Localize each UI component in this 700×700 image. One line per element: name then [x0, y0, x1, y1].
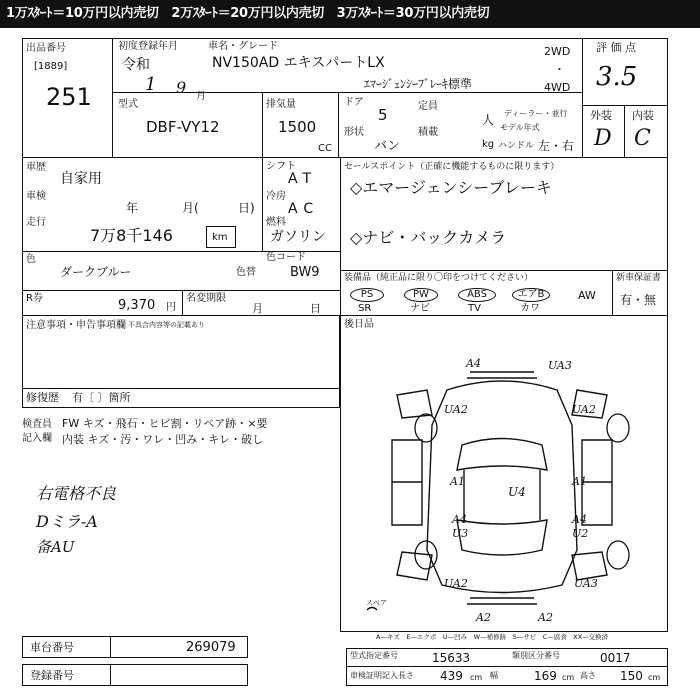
width-unit: cm: [562, 673, 575, 682]
registration-label: 初度登録年月: [118, 41, 178, 52]
handwritten-note-2: Dミラ-A: [36, 512, 98, 531]
color-code-label: 色コード: [266, 252, 306, 263]
model-grade: ｴﾏｰｼﾞｪﾝｼｰﾌﾞﾚｰｷ標準: [364, 77, 473, 91]
inspector-entry-label: 記入欄: [22, 433, 52, 444]
exhibit-label: 出品番号: [26, 43, 66, 54]
equip-leather: カワ: [520, 303, 540, 314]
interior-label: 内装: [632, 109, 654, 122]
ac-label: 冷房: [266, 191, 286, 202]
class-value: 0017: [600, 651, 631, 665]
reg-number-label: 登録番号: [30, 669, 74, 682]
mileage-unit: km: [212, 232, 228, 243]
equip-pw: PW: [404, 288, 438, 302]
width-value: 169: [534, 669, 557, 683]
equip-abs: ABS: [458, 288, 496, 302]
class-label: 類別区分番号: [512, 651, 560, 660]
length-value: 439: [440, 669, 463, 683]
sales-point-1: ◇エマージェンシーブレーキ: [350, 178, 552, 197]
shape-value: バン: [374, 139, 401, 154]
damage-mark-a4-right: A4: [572, 513, 587, 526]
recycle-unit: 円: [166, 302, 176, 313]
inspector-interior: 内装 キズ・汚・ワレ・凹み・キレ・破し: [62, 433, 264, 446]
handle-label: ハンドル: [498, 141, 535, 151]
capacity-unit: 人: [482, 113, 495, 127]
new-car-warranty-label: 新車保証書: [616, 273, 662, 283]
dealer-label: ディーラー・並行: [504, 109, 568, 118]
name-change-label: 名変期限: [186, 293, 226, 304]
inspection-label: 車検: [26, 191, 46, 202]
cert-label: 車検証明記入: [350, 671, 398, 680]
doors-label: ドア: [344, 97, 364, 108]
damage-mark-a1-left: A1: [450, 475, 465, 488]
mileage-label: 走行: [26, 217, 46, 228]
damage-mark-a4-left: A4: [452, 513, 467, 526]
color-code: BW9: [290, 265, 320, 280]
exhibit-code: [1889]: [34, 61, 68, 72]
registration-month: 9: [176, 78, 187, 97]
displacement-unit: CC: [318, 143, 332, 154]
notes-sub: 不具合内容等の記載あり: [128, 321, 205, 329]
designation-label: 型式指定番号: [350, 651, 398, 660]
fuel-value: ガソリン: [270, 229, 326, 245]
equip-ps: PS: [350, 288, 384, 302]
damage-mark-ua2-rl: UA2: [444, 577, 468, 590]
doors-value: 5: [378, 106, 388, 124]
width-label: 幅: [490, 671, 498, 680]
inspector-check-label: 検査員: [22, 419, 52, 430]
car-number-label: 車台番号: [30, 641, 74, 654]
damage-legend: A—キズ E—エクボ U—凹み W—補修跡 S—サビ C—腐食 XX—交換済: [376, 633, 609, 641]
load-unit: kg: [482, 139, 495, 150]
equip-airbag: エアB: [512, 288, 550, 302]
damage-mark-a4-front: A4: [466, 357, 481, 370]
height-label: 高さ: [580, 671, 596, 680]
ac-value: AC: [288, 201, 320, 217]
inspection-day: 日): [238, 201, 255, 215]
spare-label: スペア: [366, 599, 387, 607]
equipment-label: 装備品（純正品に限り〇印をつけてください）: [344, 273, 534, 283]
model-name: NV150AD エキスパートLX: [212, 55, 385, 71]
car-damage-diagram: [352, 350, 658, 620]
drive-dot: ・: [554, 63, 565, 76]
color-value: ダークブルー: [60, 265, 132, 279]
length-unit: cm: [470, 673, 483, 682]
model-year-label: モデル年式: [500, 123, 540, 132]
handle-value: 左・右: [538, 139, 575, 153]
damage-mark-u3-left: U3: [452, 527, 469, 540]
load-label: 積載: [418, 127, 438, 138]
sales-points-label: セールスポイント（正確に機能するものに限ります）: [344, 162, 560, 172]
type-value: DBF-VY12: [146, 118, 220, 136]
evaluation-score: 3.5: [596, 62, 638, 92]
exhibit-number: 251: [46, 83, 92, 111]
height-value: 150: [620, 669, 643, 683]
damage-mark-a2-rear-left: A2: [476, 611, 491, 624]
header-text: 1万ｽﾀｰﾄ＝10万円以内売切 2万ｽﾀｰﾄ＝20万円以内売切 3万ｽﾀｰﾄ＝30万円以内売切: [6, 6, 490, 21]
color-label: 色: [26, 254, 36, 265]
name-change-month: 月: [252, 302, 263, 315]
equip-tv: TV: [468, 303, 481, 314]
inspection-year: 年: [126, 201, 139, 215]
inspection-month: 月(: [182, 201, 199, 215]
exterior-grade: D: [594, 126, 612, 151]
registration-era: 令和: [122, 57, 150, 73]
length-label: 長さ: [398, 671, 414, 680]
front-right-tire-icon: [607, 414, 629, 442]
model-label: 車名・グレード: [208, 41, 278, 52]
type-label: 型式: [118, 99, 138, 110]
shape-label: 形状: [344, 127, 364, 138]
evaluation-label: 評 価 点: [596, 41, 636, 54]
exterior-label: 外装: [590, 109, 612, 122]
notes-label: 注意事項・申告事項欄: [26, 320, 126, 331]
rear-right-tire-icon: [607, 541, 629, 569]
damage-mark-a1-right: A1: [572, 475, 587, 488]
repair-value: 有〔 〕箇所: [72, 391, 131, 404]
usage-value: 自家用: [60, 171, 102, 187]
car-number-value: 269079: [186, 640, 236, 655]
damage-mark-u2-right: U2: [572, 527, 589, 540]
sales-point-2: ◇ナビ・バックカメラ: [350, 228, 507, 247]
displacement-label: 排気量: [266, 99, 296, 110]
fuel-label: 燃料: [266, 217, 286, 228]
drive-2wd: 2WD: [544, 45, 571, 58]
designation-value: 15633: [432, 651, 471, 665]
registration-year: 1: [145, 74, 157, 95]
drive-4wd: 4WD: [544, 81, 571, 94]
damage-mark-a2-rear-right: A2: [538, 611, 553, 624]
mileage-value: 7万8千146: [90, 226, 173, 245]
name-change-day: 日: [310, 302, 321, 315]
equip-aw: AW: [578, 289, 596, 302]
recycle-label: R券: [26, 293, 43, 304]
handwritten-note-1: 右電格不良: [36, 484, 117, 503]
interior-grade: C: [634, 126, 651, 151]
equip-navi: ナビ: [410, 303, 430, 314]
damage-mark-u4-roof: U4: [508, 485, 526, 499]
damage-mark-ua3-front: UA3: [548, 359, 572, 372]
color-change-label: 色替: [236, 267, 256, 278]
repair-label: 修復歴: [26, 391, 59, 404]
rear-view-label: 後日品: [344, 319, 374, 330]
equip-sr: SR: [358, 303, 372, 314]
displacement-value: 1500: [278, 118, 317, 136]
shift-value: AT: [288, 171, 318, 187]
damage-mark-ua3-rr: UA3: [574, 577, 598, 590]
damage-mark-ua2-fr: UA2: [572, 403, 596, 416]
new-car-warranty-value: 有・無: [620, 293, 657, 307]
inspector-exterior: FW キズ・飛石・ヒビ割・リペア跡・×要: [62, 417, 268, 430]
damage-mark-ua2-fl: UA2: [444, 403, 468, 416]
shift-label: シフト: [266, 161, 296, 172]
capacity-label: 定員: [418, 101, 438, 112]
front-left-tire-icon: [415, 414, 437, 442]
handwritten-note-3: 备AU: [36, 538, 75, 556]
height-unit: cm: [648, 673, 661, 682]
usage-label: 車歴: [26, 162, 46, 173]
recycle-value: 9,370: [118, 298, 156, 313]
registration-month-unit: 月: [196, 91, 206, 102]
